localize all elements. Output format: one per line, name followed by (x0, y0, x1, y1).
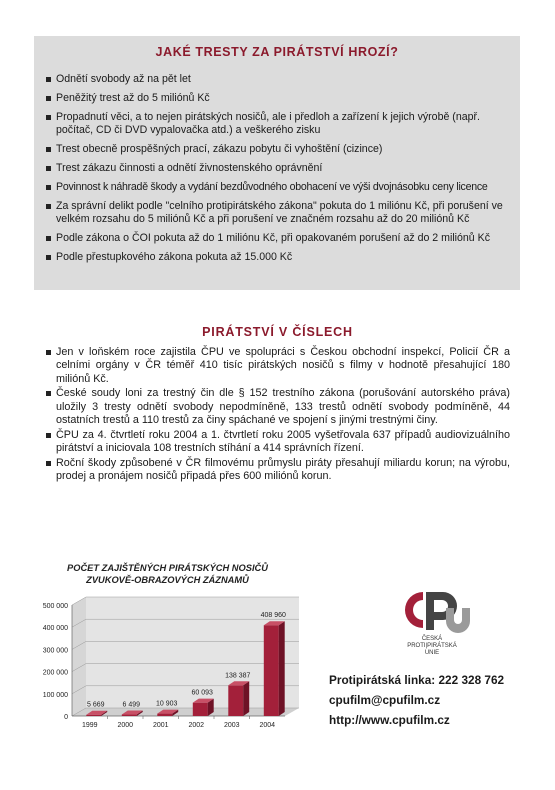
cpu-logo (398, 590, 488, 660)
list-item: České soudy loni za trestný čin dle § 152 trestního zákona (porušování autorského práva) uložily 3 tresty odnětí svobody nepodmíněně, 133 trestů odnětí svobody podmíněně, 44 ostatních trestů a 110 trestů za činy spáchané ve spojení s jinými trestnými činy. (46, 387, 510, 427)
bar (228, 685, 243, 716)
list-item: Peněžitý trest až do 5 miliónů Kč (46, 92, 511, 105)
data-label: 408 960 (260, 612, 286, 620)
y-tick-label: 500 000 (42, 603, 68, 610)
x-tick-label: 2002 (188, 722, 205, 729)
y-tick-label: 400 000 (42, 625, 68, 633)
bar-side (243, 681, 249, 716)
data-label: 138 387 (225, 672, 251, 680)
x-tick-label: 2001 (152, 722, 169, 729)
data-label: 6 499 (122, 701, 141, 709)
bar (193, 703, 208, 716)
logo-text-line3: UNIE (424, 650, 440, 656)
bar (122, 715, 137, 716)
list-item: Povinnost k náhradě škody a vydání bezdůvodného obohacení ve výši dvojnásobku ceny licence (46, 181, 511, 194)
logo-u-shape (446, 608, 470, 633)
list-item: Podle přestupkového zákona pokuta až 15.000 Kč (46, 251, 511, 264)
list-item: Jen v loňském roce zajistila ČPU ve spolupráci s Českou obchodní inspekcí, Policií ČR a celními orgány v ČR téměř 410 tisíc pirátských nosičů s filmy v hodnotě přesahující 180 miliónů Kč. (46, 346, 510, 386)
y-tick-label: 0 (64, 714, 68, 721)
x-tick-label: 2003 (223, 722, 240, 729)
facts-title: PIRÁTSTVÍ V ČÍSLECH (202, 325, 353, 339)
list-item: ČPU za 4. čtvrtletí roku 2004 a 1. čtvrtletí roku 2005 vyšetřovala 637 případů audiovizuálního pirátství a iniciovala 108 trestních stíhání a 414 správních řízení. (46, 429, 510, 456)
chart-title-line2: ZVUKOVĚ-OBRAZOVÝCH ZÁZNAMŮ (86, 574, 249, 585)
data-label: 5 669 (86, 701, 105, 709)
logo-text-line2: PROTI|PIRÁTSKÁ (407, 643, 457, 649)
list-item: Roční škody způsobené v ČR filmovému průmyslu piráty přesahují miliardu korun; na výrobu, prodej a pronájem nosičů připadá přes 600 miliónů korun. (46, 457, 510, 484)
bar (264, 625, 279, 716)
logo-text-line1: ČESKÁ (421, 636, 443, 642)
bar (86, 715, 101, 716)
facts-list (46, 346, 510, 485)
list-item: Podle zákona o ČOI pokuta až do 1 miliónu Kč, při opakovaném porušení až do 2 miliónů Kč (46, 232, 511, 245)
list-item: Odnětí svobody až na pět let (46, 73, 511, 86)
x-tick-label: 2000 (117, 722, 134, 729)
list-item: Trest obecně prospěšných prací, zákazu pobytu či vyhoštění (cizince) (46, 143, 511, 156)
penalties-title: JAKÉ TRESTY ZA PIRÁTSTVÍ HROZÍ? (155, 45, 399, 59)
y-tick-label: 100 000 (42, 691, 68, 699)
list-item: Propadnutí věci, a to nejen pirátských nosičů, ale i předloh a zařízení k jejich výrobě (např. počítač, CD či DVD vypalovačka atd.) a veškerého zisku (46, 111, 511, 137)
list-item: Trest zákazu činnosti a odnětí živnostenského oprávnění (46, 162, 511, 175)
y-tick-label: 200 000 (42, 669, 68, 677)
chart-title (40, 563, 295, 586)
x-tick-label: 1999 (81, 722, 98, 729)
contact-block (329, 670, 504, 730)
chart-side-wall (72, 597, 86, 716)
bar-chart (0, 590, 310, 740)
penalties-panel (34, 36, 520, 290)
y-tick-label: 300 000 (42, 647, 68, 655)
hotline-text: Protipirátská linka: 222 328 762 (329, 673, 505, 687)
data-label: 60 093 (191, 689, 213, 697)
bar-side (279, 621, 285, 716)
x-tick-label: 2004 (259, 722, 276, 729)
list-item: Za správní delikt podle "celního protipirátského zákona" pokuta do 1 miliónu Kč, při porušení ve velkém rozsahu do 5 miliónů Kč a při porušení ve značném rozsahu až do 20 miliónů Kč (46, 200, 511, 226)
data-label: 10 903 (156, 700, 178, 708)
email-link[interactable]: cpufilm@cpufilm.cz (329, 693, 441, 707)
web-link[interactable]: http://www.cpufilm.cz (329, 713, 450, 727)
logo-c-shape (405, 592, 423, 628)
chart-title-line1: POČET ZAJIŠTĚNÝCH PIRÁTSKÝCH NOSIČŮ (67, 563, 268, 573)
penalties-list (46, 73, 511, 270)
bar (157, 714, 172, 716)
